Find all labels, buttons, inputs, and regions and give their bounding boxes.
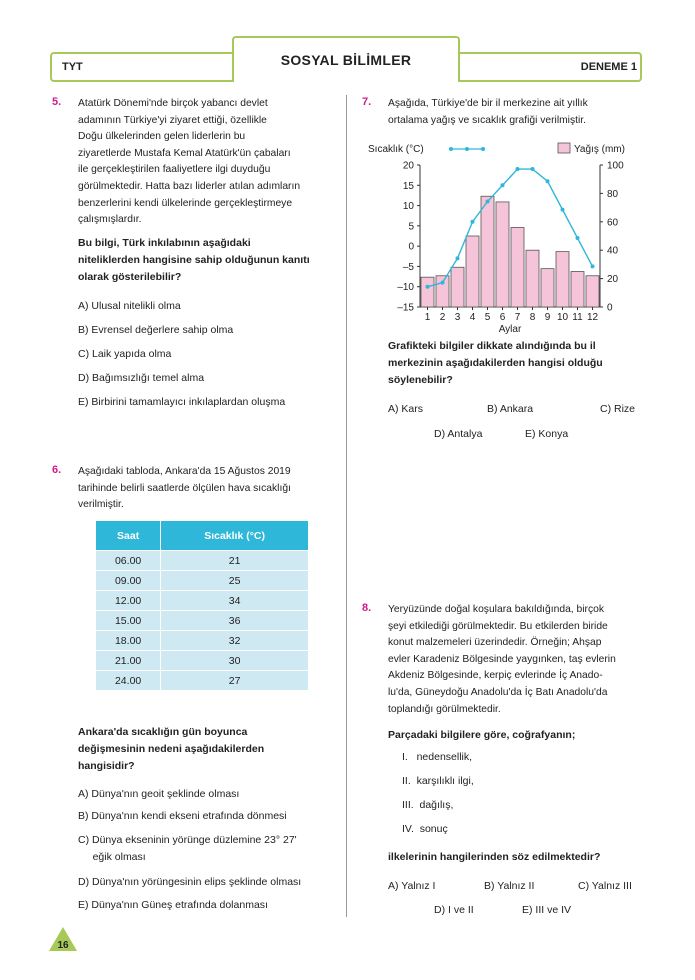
precipitation-bar: [496, 202, 509, 307]
q8-option-e[interactable]: E) III ve IV: [522, 904, 572, 916]
precipitation-bar: [586, 276, 599, 307]
q5-option-a[interactable]: A) Ulusal nitelikli olma: [78, 300, 181, 312]
right-axis-tick-label: 0: [607, 302, 613, 314]
x-axis-tick-label: 7: [514, 312, 521, 323]
precipitation-bar: [541, 269, 554, 307]
question-8-text: Yeryüzünde doğal koşulara bakıldığında, birçok şeyi etkilediği görülmektedir. Bu etkilerden biride konut malzemeleri üzerindedir. Örneğin; Ahşap evler Karadeniz Bölgesinde yaygınken, taş evlerin Akdeniz Bölgesinde, kerpiç evlerinde İç Anado- lu'da, Güneydoğu Anadolu'da İç Batı Anadolu'da toplandığı görülmektedir.: [388, 604, 616, 715]
q7-option-e[interactable]: E) Konya: [525, 428, 569, 440]
q8-option-a[interactable]: A) Yalnız I: [388, 880, 436, 892]
x-axis-tick-label: 2: [439, 312, 446, 323]
right-axis-label: Yağış (mm): [574, 144, 625, 155]
x-axis-tick-label: 11: [572, 312, 583, 323]
q6-option-b[interactable]: B) Dünya'nın kendi ekseni etrafında dönmesi: [78, 810, 287, 822]
temperature-legend-marker: [449, 147, 453, 151]
precipitation-bar: [571, 272, 584, 308]
right-axis-tick-label: 100: [607, 160, 624, 172]
temperature-point: [486, 200, 490, 204]
temperature-point: [531, 167, 535, 171]
x-axis-tick-label: 12: [586, 312, 599, 323]
temperature-legend-marker: [465, 147, 469, 151]
table-header-saat: Saat: [96, 521, 161, 551]
temperature-point: [426, 285, 430, 289]
table-row: 24.00 27: [96, 671, 309, 691]
question-8-number: 8.: [362, 602, 372, 614]
left-axis-tick-label: 0: [408, 241, 414, 253]
q8-option-c[interactable]: C) Yalnız III: [578, 880, 632, 892]
q8-option-b[interactable]: B) Yalnız II: [484, 880, 535, 892]
question-8-prompt: Parçadaki bilgilere göre, coğrafyanın;: [388, 729, 576, 741]
temperature-legend-marker: [481, 147, 485, 151]
precipitation-bar: [556, 252, 569, 307]
left-axis-tick-label: 20: [402, 160, 414, 172]
q6-option-a[interactable]: A) Dünya'nın geoit şeklinde olması: [78, 788, 240, 800]
x-axis-tick-label: 4: [469, 312, 476, 323]
question-8-prompt-2: ilkelerinin hangilerinden söz edilmektedir?: [388, 851, 601, 863]
left-axis-tick-label: –15: [397, 302, 414, 314]
question-7-text: Aşağıda, Türkiye'de bir il merkezine ait yıllık ortalama yağış ve sıcaklık grafiği verilmiştir.: [388, 98, 588, 126]
climate-chart: [360, 140, 650, 335]
header-test-name: DENEME 1: [580, 61, 637, 73]
temperature-point: [591, 264, 595, 268]
question-5-prompt: Bu bilgi, Türk inkılabının aşağıdaki niteliklerden hangisine sahip olduğunun kanıtı olarak gösterilebilir?: [78, 237, 310, 283]
right-axis-tick-label: 20: [607, 274, 619, 286]
q6-option-c[interactable]: C) Dünya ekseninin yörünge düzlemine 23° 27': [78, 834, 297, 846]
temperature-point: [546, 179, 550, 183]
precipitation-bar: [526, 250, 539, 307]
page-number-badge: [48, 926, 78, 952]
q8-option-d[interactable]: D) I ve II: [434, 904, 474, 916]
x-axis-tick-label: 6: [499, 312, 506, 323]
x-axis-tick-label: 3: [454, 312, 461, 323]
q8-item-1: I. nedensellik,: [402, 751, 473, 763]
q8-item-3: III. dağılış,: [402, 799, 454, 811]
q5-option-d[interactable]: D) Bağımsızlığı temel alma: [78, 372, 205, 384]
q5-option-b[interactable]: B) Evrensel değerlere sahip olma: [78, 324, 234, 336]
question-6-number: 6.: [52, 464, 62, 476]
x-axis-tick-label: 9: [544, 312, 551, 323]
left-axis-label: Sıcaklık (°C): [368, 144, 424, 155]
q8-item-4: IV. sonuç: [402, 823, 448, 835]
q7-option-a[interactable]: A) Kars: [388, 403, 424, 415]
q6-option-c-cont: eğik olması: [78, 851, 146, 863]
q7-option-b[interactable]: B) Ankara: [487, 403, 534, 415]
q5-option-e[interactable]: E) Birbirini tamamlayıcı inkılaplardan oluşma: [78, 396, 286, 408]
table-row: 12.00 34: [96, 591, 309, 611]
temperature-point: [441, 281, 445, 285]
question-5-text: Atatürk Dönemi'nde birçok yabancı devlet adamının Türkiye'yi ziyaret ettiği, özellikle Doğu ülkelerinden gelen liderlerin bu ziyaretlerde Mustafa Kemal Atatürk'ün çabaları ile gerçekleştirilen faaliyetlere ilgi duyduğu görülmektedir. Hatta bazı liderler atılan adımların benzerlerini kendi ülkelerinde gerçekleştirmeye çalışmışlardır.: [78, 98, 301, 226]
left-axis-tick-label: 5: [408, 221, 414, 233]
question-6-prompt: Ankara'da sıcaklığın gün boyunca değişmesinin nedeni aşağıdakilerden hangisidir?: [78, 726, 265, 772]
q7-option-c[interactable]: C) Rize: [600, 403, 636, 415]
question-5-number: 5.: [52, 96, 62, 108]
table-row: 18.00 32: [96, 631, 309, 651]
x-axis-tick-label: 8: [529, 312, 536, 323]
q5-option-c[interactable]: C) Laik yapıda olma: [78, 348, 172, 360]
precipitation-bar: [451, 267, 464, 307]
table-header-sicaklik: Sıcaklık (°C): [161, 521, 309, 551]
temperature-point: [501, 183, 505, 187]
precipitation-bar: [421, 277, 434, 307]
table-row: 06.00 21: [96, 551, 309, 571]
right-axis-tick-label: 80: [607, 188, 619, 200]
right-axis-tick-label: 60: [607, 217, 619, 229]
table-row: 15.00 36: [96, 611, 309, 631]
precipitation-bar: [481, 196, 494, 307]
x-axis-tick-label: 5: [484, 312, 491, 323]
q7-option-d[interactable]: D) Antalya: [434, 428, 483, 440]
temperature-point: [471, 220, 475, 224]
page-number: 16: [57, 940, 69, 951]
temperature-point: [456, 256, 460, 260]
temperature-table: [95, 520, 309, 691]
temperature-point: [561, 208, 565, 212]
temperature-point: [576, 236, 580, 240]
right-axis-tick-label: 40: [607, 245, 619, 257]
q6-option-d[interactable]: D) Dünya'nın yörüngesinin elips şeklinde olması: [78, 876, 302, 888]
temperature-point: [516, 167, 520, 171]
precipitation-bar: [466, 236, 479, 307]
table-row: 21.00 30: [96, 651, 309, 671]
header-exam-type: TYT: [62, 61, 83, 73]
precipitation-bar: [511, 227, 524, 307]
q8-item-2: II. karşılıklı ilgi,: [402, 775, 474, 787]
left-axis-tick-label: 10: [402, 201, 414, 213]
table-row: 09.00 25: [96, 571, 309, 591]
header-title: SOSYAL BİLİMLER: [280, 52, 412, 68]
column-divider: [346, 95, 347, 917]
x-axis-tick-label: 1: [424, 312, 431, 323]
x-axis-label: Aylar: [498, 324, 522, 335]
question-7-number: 7.: [362, 96, 372, 108]
question-7-prompt: Grafikteki bilgiler dikkate alındığında bu il merkezinin aşağıdakilerden hangisi olduğu söylenebilir?: [388, 340, 603, 386]
precipitation-legend-swatch: [558, 143, 570, 153]
left-axis-tick-label: –10: [397, 282, 414, 294]
precipitation-bar: [436, 276, 449, 307]
left-axis-tick-label: 15: [402, 180, 414, 192]
q6-option-e[interactable]: E) Dünya'nın Güneş etrafında dolanması: [78, 899, 268, 911]
x-axis-tick-label: 10: [556, 312, 569, 323]
question-6-text: Aşağıdaki tabloda, Ankara'da 15 Ağustos 2019 tarihinde belirli saatlerde ölçülen hava sıcaklığı verilmiştir.: [78, 466, 291, 511]
left-axis-tick-label: –5: [402, 261, 414, 273]
